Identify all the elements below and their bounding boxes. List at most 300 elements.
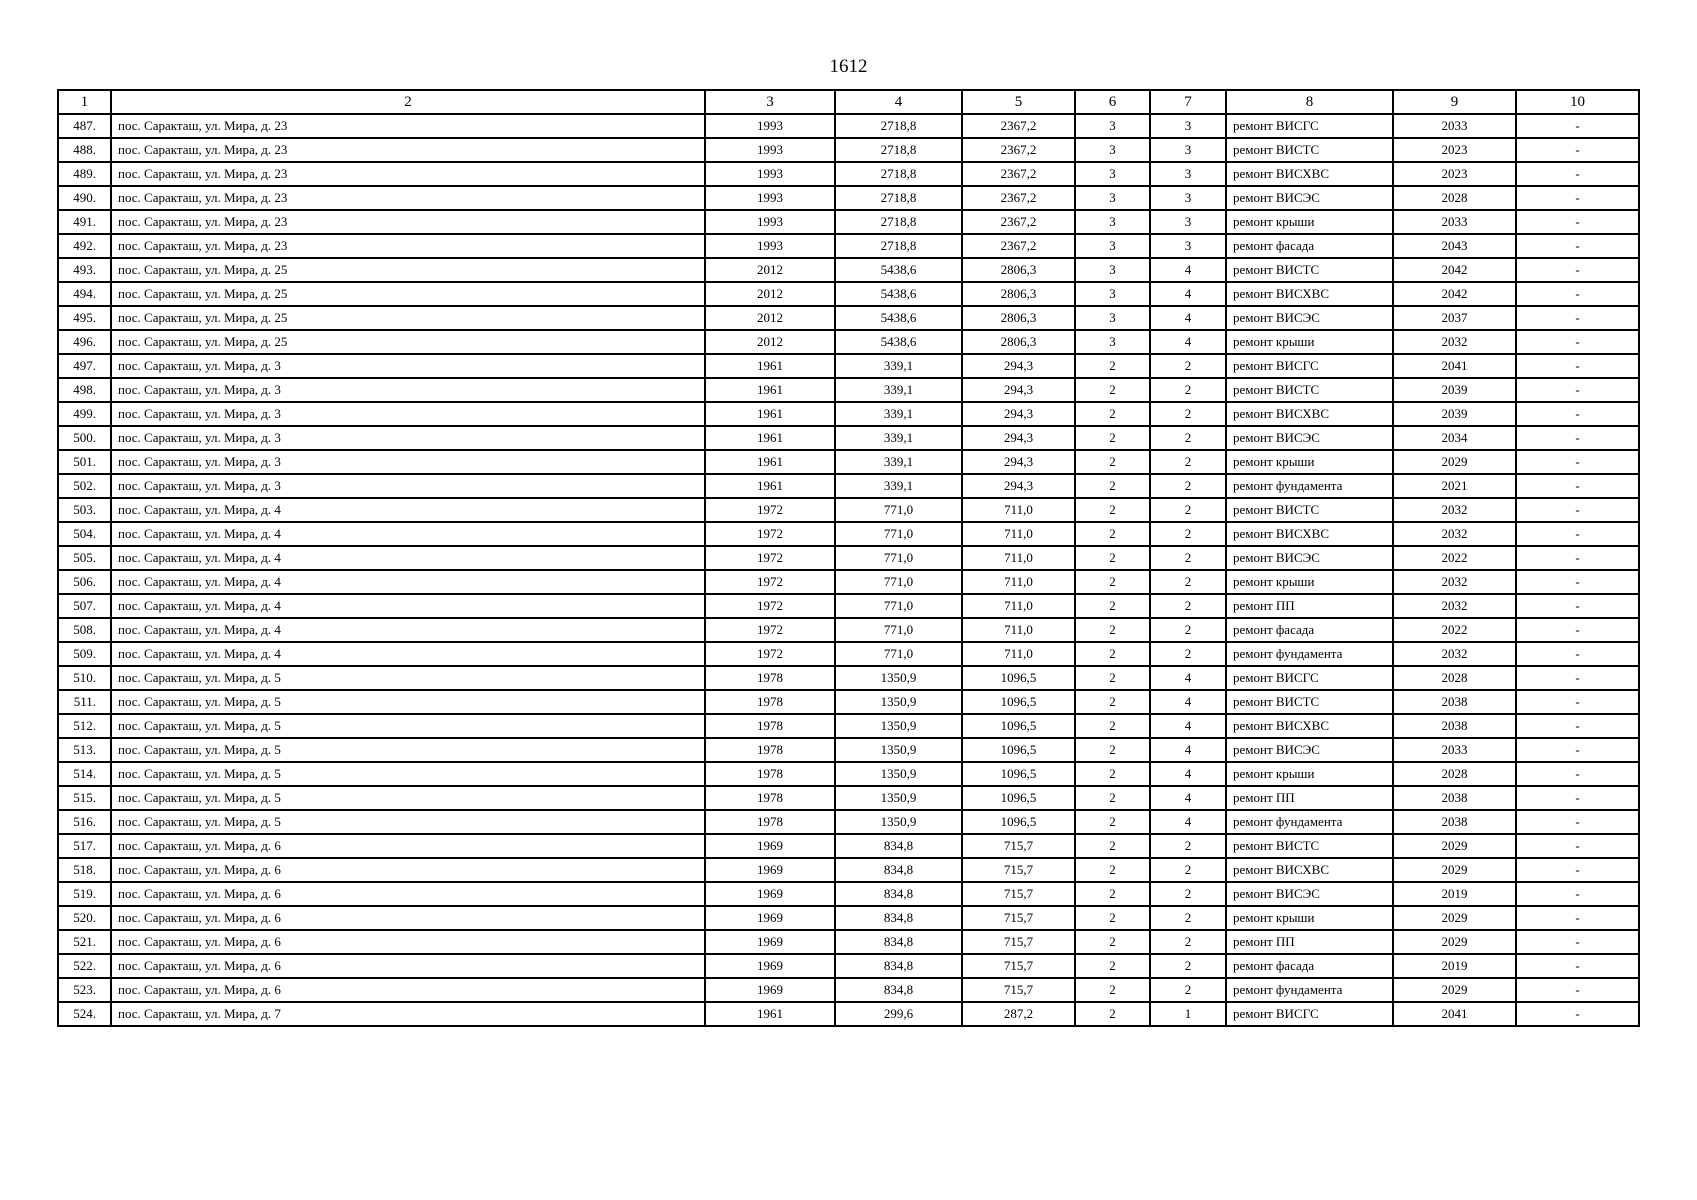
year-built-cell: 1993 [705, 234, 835, 258]
planned-year-cell: 2019 [1393, 882, 1516, 906]
floors-cell: 3 [1075, 162, 1150, 186]
year-built-cell: 1993 [705, 114, 835, 138]
year-built-cell: 1961 [705, 426, 835, 450]
address-cell: пос. Саракташ, ул. Мира, д. 4 [111, 594, 705, 618]
floors-cell: 2 [1075, 762, 1150, 786]
planned-year-cell: 2042 [1393, 258, 1516, 282]
total-area-cell: 771,0 [835, 570, 962, 594]
total-area-cell: 5438,6 [835, 330, 962, 354]
year-built-cell: 1961 [705, 354, 835, 378]
note-cell: - [1516, 258, 1639, 282]
entrances-cell: 2 [1150, 930, 1226, 954]
note-cell: - [1516, 210, 1639, 234]
living-area-cell: 711,0 [962, 570, 1075, 594]
table-row [58, 714, 1639, 738]
total-area-cell: 834,8 [835, 978, 962, 1002]
entrances-cell: 1 [1150, 1002, 1226, 1026]
note-cell: - [1516, 450, 1639, 474]
address-cell: пос. Саракташ, ул. Мира, д. 3 [111, 378, 705, 402]
entrances-cell: 3 [1150, 114, 1226, 138]
note-cell: - [1516, 378, 1639, 402]
address-cell: пос. Саракташ, ул. Мира, д. 5 [111, 738, 705, 762]
table-row [58, 546, 1639, 570]
total-area-cell: 2718,8 [835, 138, 962, 162]
total-area-cell: 834,8 [835, 834, 962, 858]
planned-year-cell: 2032 [1393, 498, 1516, 522]
column-header: 6 [1075, 90, 1150, 114]
year-built-cell: 1969 [705, 858, 835, 882]
entrances-cell: 2 [1150, 570, 1226, 594]
note-cell: - [1516, 570, 1639, 594]
year-built-cell: 1993 [705, 210, 835, 234]
table-row [58, 210, 1639, 234]
living-area-cell: 715,7 [962, 906, 1075, 930]
note-cell: - [1516, 810, 1639, 834]
work-type-cell: ремонт ВИСТС [1226, 690, 1393, 714]
year-built-cell: 1969 [705, 954, 835, 978]
note-cell: - [1516, 426, 1639, 450]
floors-cell: 2 [1075, 978, 1150, 1002]
total-area-cell: 339,1 [835, 354, 962, 378]
address-cell: пос. Саракташ, ул. Мира, д. 4 [111, 546, 705, 570]
year-built-cell: 1993 [705, 186, 835, 210]
work-type-cell: ремонт ВИСГС [1226, 354, 1393, 378]
table-row [58, 1002, 1639, 1026]
address-cell: пос. Саракташ, ул. Мира, д. 23 [111, 114, 705, 138]
note-cell: - [1516, 714, 1639, 738]
row-number-cell: 509. [58, 642, 111, 666]
row-number-cell: 489. [58, 162, 111, 186]
total-area-cell: 771,0 [835, 522, 962, 546]
row-number-cell: 516. [58, 810, 111, 834]
note-cell: - [1516, 618, 1639, 642]
living-area-cell: 1096,5 [962, 714, 1075, 738]
floors-cell: 3 [1075, 330, 1150, 354]
work-type-cell: ремонт фундамента [1226, 474, 1393, 498]
living-area-cell: 2806,3 [962, 306, 1075, 330]
work-type-cell: ремонт ПП [1226, 786, 1393, 810]
living-area-cell: 2806,3 [962, 330, 1075, 354]
year-built-cell: 1969 [705, 930, 835, 954]
planned-year-cell: 2019 [1393, 954, 1516, 978]
note-cell: - [1516, 402, 1639, 426]
total-area-cell: 771,0 [835, 594, 962, 618]
living-area-cell: 294,3 [962, 474, 1075, 498]
year-built-cell: 1978 [705, 690, 835, 714]
note-cell: - [1516, 522, 1639, 546]
work-type-cell: ремонт ВИСХВС [1226, 522, 1393, 546]
table-row [58, 186, 1639, 210]
work-type-cell: ремонт ВИСЭС [1226, 426, 1393, 450]
planned-year-cell: 2033 [1393, 114, 1516, 138]
row-number-cell: 500. [58, 426, 111, 450]
entrances-cell: 2 [1150, 906, 1226, 930]
note-cell: - [1516, 906, 1639, 930]
floors-cell: 3 [1075, 234, 1150, 258]
planned-year-cell: 2029 [1393, 858, 1516, 882]
table-row [58, 954, 1639, 978]
work-type-cell: ремонт крыши [1226, 210, 1393, 234]
planned-year-cell: 2029 [1393, 930, 1516, 954]
row-number-cell: 521. [58, 930, 111, 954]
note-cell: - [1516, 354, 1639, 378]
floors-cell: 2 [1075, 498, 1150, 522]
year-built-cell: 1961 [705, 378, 835, 402]
living-area-cell: 711,0 [962, 522, 1075, 546]
address-cell: пос. Саракташ, ул. Мира, д. 6 [111, 978, 705, 1002]
table-row [58, 138, 1639, 162]
address-cell: пос. Саракташ, ул. Мира, д. 3 [111, 474, 705, 498]
living-area-cell: 1096,5 [962, 786, 1075, 810]
planned-year-cell: 2037 [1393, 306, 1516, 330]
year-built-cell: 1972 [705, 570, 835, 594]
year-built-cell: 1978 [705, 714, 835, 738]
floors-cell: 2 [1075, 810, 1150, 834]
living-area-cell: 1096,5 [962, 690, 1075, 714]
floors-cell: 2 [1075, 450, 1150, 474]
entrances-cell: 4 [1150, 810, 1226, 834]
total-area-cell: 5438,6 [835, 258, 962, 282]
living-area-cell: 1096,5 [962, 666, 1075, 690]
total-area-cell: 1350,9 [835, 666, 962, 690]
floors-cell: 2 [1075, 378, 1150, 402]
planned-year-cell: 2038 [1393, 714, 1516, 738]
row-number-cell: 490. [58, 186, 111, 210]
year-built-cell: 1972 [705, 498, 835, 522]
floors-cell: 3 [1075, 258, 1150, 282]
row-number-cell: 506. [58, 570, 111, 594]
row-number-cell: 495. [58, 306, 111, 330]
living-area-cell: 711,0 [962, 642, 1075, 666]
address-cell: пос. Саракташ, ул. Мира, д. 5 [111, 762, 705, 786]
work-type-cell: ремонт ВИСХВС [1226, 858, 1393, 882]
living-area-cell: 1096,5 [962, 738, 1075, 762]
row-number-cell: 510. [58, 666, 111, 690]
address-cell: пос. Саракташ, ул. Мира, д. 23 [111, 186, 705, 210]
note-cell: - [1516, 858, 1639, 882]
note-cell: - [1516, 882, 1639, 906]
column-header: 10 [1516, 90, 1639, 114]
floors-cell: 2 [1075, 474, 1150, 498]
row-number-cell: 514. [58, 762, 111, 786]
note-cell: - [1516, 738, 1639, 762]
row-number-cell: 518. [58, 858, 111, 882]
address-cell: пос. Саракташ, ул. Мира, д. 3 [111, 450, 705, 474]
total-area-cell: 339,1 [835, 450, 962, 474]
living-area-cell: 715,7 [962, 882, 1075, 906]
year-built-cell: 1961 [705, 1002, 835, 1026]
column-number-header-row [58, 90, 1639, 114]
address-cell: пос. Саракташ, ул. Мира, д. 4 [111, 642, 705, 666]
address-cell: пос. Саракташ, ул. Мира, д. 5 [111, 666, 705, 690]
note-cell: - [1516, 498, 1639, 522]
note-cell: - [1516, 642, 1639, 666]
living-area-cell: 711,0 [962, 594, 1075, 618]
planned-year-cell: 2042 [1393, 282, 1516, 306]
note-cell: - [1516, 666, 1639, 690]
planned-year-cell: 2029 [1393, 834, 1516, 858]
living-area-cell: 294,3 [962, 450, 1075, 474]
floors-cell: 3 [1075, 210, 1150, 234]
year-built-cell: 1993 [705, 162, 835, 186]
planned-year-cell: 2029 [1393, 450, 1516, 474]
address-cell: пос. Саракташ, ул. Мира, д. 5 [111, 810, 705, 834]
year-built-cell: 1972 [705, 546, 835, 570]
note-cell: - [1516, 786, 1639, 810]
entrances-cell: 4 [1150, 666, 1226, 690]
floors-cell: 2 [1075, 402, 1150, 426]
address-cell: пос. Саракташ, ул. Мира, д. 4 [111, 618, 705, 642]
year-built-cell: 2012 [705, 330, 835, 354]
work-type-cell: ремонт ВИСТС [1226, 258, 1393, 282]
year-built-cell: 1972 [705, 594, 835, 618]
note-cell: - [1516, 330, 1639, 354]
living-area-cell: 711,0 [962, 498, 1075, 522]
table-row [58, 978, 1639, 1002]
address-cell: пос. Саракташ, ул. Мира, д. 6 [111, 954, 705, 978]
row-number-cell: 513. [58, 738, 111, 762]
floors-cell: 2 [1075, 594, 1150, 618]
row-number-cell: 496. [58, 330, 111, 354]
entrances-cell: 2 [1150, 450, 1226, 474]
total-area-cell: 1350,9 [835, 810, 962, 834]
living-area-cell: 2367,2 [962, 162, 1075, 186]
note-cell: - [1516, 186, 1639, 210]
planned-year-cell: 2033 [1393, 210, 1516, 234]
floors-cell: 3 [1075, 282, 1150, 306]
note-cell: - [1516, 162, 1639, 186]
entrances-cell: 2 [1150, 594, 1226, 618]
work-type-cell: ремонт ПП [1226, 594, 1393, 618]
work-type-cell: ремонт ВИСТС [1226, 138, 1393, 162]
living-area-cell: 294,3 [962, 354, 1075, 378]
row-number-cell: 505. [58, 546, 111, 570]
total-area-cell: 1350,9 [835, 738, 962, 762]
living-area-cell: 294,3 [962, 426, 1075, 450]
entrances-cell: 4 [1150, 690, 1226, 714]
work-type-cell: ремонт ПП [1226, 930, 1393, 954]
row-number-cell: 517. [58, 834, 111, 858]
entrances-cell: 3 [1150, 138, 1226, 162]
note-cell: - [1516, 762, 1639, 786]
row-number-cell: 522. [58, 954, 111, 978]
address-cell: пос. Саракташ, ул. Мира, д. 3 [111, 426, 705, 450]
entrances-cell: 2 [1150, 618, 1226, 642]
floors-cell: 2 [1075, 570, 1150, 594]
work-type-cell: ремонт ВИСЭС [1226, 306, 1393, 330]
planned-year-cell: 2041 [1393, 1002, 1516, 1026]
planned-year-cell: 2034 [1393, 426, 1516, 450]
note-cell: - [1516, 546, 1639, 570]
table-row [58, 306, 1639, 330]
entrances-cell: 2 [1150, 834, 1226, 858]
row-number-cell: 487. [58, 114, 111, 138]
planned-year-cell: 2039 [1393, 378, 1516, 402]
address-cell: пос. Саракташ, ул. Мира, д. 25 [111, 282, 705, 306]
table-row [58, 162, 1639, 186]
planned-year-cell: 2028 [1393, 186, 1516, 210]
row-number-cell: 508. [58, 618, 111, 642]
entrances-cell: 3 [1150, 210, 1226, 234]
address-cell: пос. Саракташ, ул. Мира, д. 23 [111, 210, 705, 234]
work-type-cell: ремонт крыши [1226, 450, 1393, 474]
address-cell: пос. Саракташ, ул. Мира, д. 6 [111, 930, 705, 954]
address-cell: пос. Саракташ, ул. Мира, д. 25 [111, 306, 705, 330]
column-header: 8 [1226, 90, 1393, 114]
work-type-cell: ремонт ВИСХВС [1226, 282, 1393, 306]
planned-year-cell: 2032 [1393, 594, 1516, 618]
table-row [58, 882, 1639, 906]
work-type-cell: ремонт фасада [1226, 234, 1393, 258]
table-row [58, 858, 1639, 882]
year-built-cell: 2012 [705, 306, 835, 330]
living-area-cell: 711,0 [962, 546, 1075, 570]
column-header: 1 [58, 90, 111, 114]
year-built-cell: 1978 [705, 666, 835, 690]
row-number-cell: 488. [58, 138, 111, 162]
work-type-cell: ремонт ВИСГС [1226, 1002, 1393, 1026]
year-built-cell: 1961 [705, 402, 835, 426]
total-area-cell: 1350,9 [835, 786, 962, 810]
floors-cell: 2 [1075, 858, 1150, 882]
planned-year-cell: 2033 [1393, 738, 1516, 762]
row-number-cell: 498. [58, 378, 111, 402]
work-type-cell: ремонт ВИСХВС [1226, 402, 1393, 426]
total-area-cell: 299,6 [835, 1002, 962, 1026]
table-row [58, 426, 1639, 450]
floors-cell: 2 [1075, 930, 1150, 954]
planned-year-cell: 2041 [1393, 354, 1516, 378]
planned-year-cell: 2038 [1393, 810, 1516, 834]
total-area-cell: 2718,8 [835, 186, 962, 210]
table-row [58, 114, 1639, 138]
note-cell: - [1516, 234, 1639, 258]
planned-year-cell: 2021 [1393, 474, 1516, 498]
row-number-cell: 511. [58, 690, 111, 714]
floors-cell: 2 [1075, 618, 1150, 642]
planned-year-cell: 2038 [1393, 690, 1516, 714]
living-area-cell: 2367,2 [962, 210, 1075, 234]
address-cell: пос. Саракташ, ул. Мира, д. 23 [111, 162, 705, 186]
table-row [58, 930, 1639, 954]
work-type-cell: ремонт фундамента [1226, 978, 1393, 1002]
address-cell: пос. Саракташ, ул. Мира, д. 4 [111, 498, 705, 522]
planned-year-cell: 2032 [1393, 570, 1516, 594]
planned-year-cell: 2032 [1393, 330, 1516, 354]
note-cell: - [1516, 282, 1639, 306]
year-built-cell: 1978 [705, 810, 835, 834]
note-cell: - [1516, 594, 1639, 618]
year-built-cell: 1969 [705, 834, 835, 858]
table-row [58, 522, 1639, 546]
floors-cell: 2 [1075, 690, 1150, 714]
planned-year-cell: 2022 [1393, 618, 1516, 642]
work-type-cell: ремонт ВИСТС [1226, 378, 1393, 402]
note-cell: - [1516, 930, 1639, 954]
note-cell: - [1516, 978, 1639, 1002]
floors-cell: 3 [1075, 138, 1150, 162]
living-area-cell: 1096,5 [962, 810, 1075, 834]
entrances-cell: 4 [1150, 282, 1226, 306]
year-built-cell: 1969 [705, 978, 835, 1002]
entrances-cell: 2 [1150, 858, 1226, 882]
total-area-cell: 1350,9 [835, 762, 962, 786]
living-area-cell: 287,2 [962, 1002, 1075, 1026]
floors-cell: 2 [1075, 738, 1150, 762]
entrances-cell: 2 [1150, 402, 1226, 426]
year-built-cell: 1978 [705, 738, 835, 762]
address-cell: пос. Саракташ, ул. Мира, д. 6 [111, 906, 705, 930]
address-cell: пос. Саракташ, ул. Мира, д. 5 [111, 786, 705, 810]
entrances-cell: 3 [1150, 234, 1226, 258]
column-header: 7 [1150, 90, 1226, 114]
year-built-cell: 2012 [705, 282, 835, 306]
work-type-cell: ремонт фасада [1226, 618, 1393, 642]
work-type-cell: ремонт крыши [1226, 762, 1393, 786]
address-cell: пос. Саракташ, ул. Мира, д. 25 [111, 258, 705, 282]
row-number-cell: 507. [58, 594, 111, 618]
address-cell: пос. Саракташ, ул. Мира, д. 6 [111, 858, 705, 882]
year-built-cell: 2012 [705, 258, 835, 282]
entrances-cell: 2 [1150, 498, 1226, 522]
total-area-cell: 771,0 [835, 642, 962, 666]
table-row [58, 330, 1639, 354]
address-cell: пос. Саракташ, ул. Мира, д. 23 [111, 138, 705, 162]
year-built-cell: 1972 [705, 522, 835, 546]
floors-cell: 2 [1075, 426, 1150, 450]
entrances-cell: 2 [1150, 522, 1226, 546]
living-area-cell: 1096,5 [962, 762, 1075, 786]
planned-year-cell: 2039 [1393, 402, 1516, 426]
living-area-cell: 715,7 [962, 834, 1075, 858]
year-built-cell: 1961 [705, 450, 835, 474]
row-number-cell: 519. [58, 882, 111, 906]
living-area-cell: 294,3 [962, 378, 1075, 402]
table-row [58, 258, 1639, 282]
table-row [58, 354, 1639, 378]
floors-cell: 2 [1075, 642, 1150, 666]
living-area-cell: 2806,3 [962, 282, 1075, 306]
note-cell: - [1516, 690, 1639, 714]
total-area-cell: 339,1 [835, 474, 962, 498]
floors-cell: 2 [1075, 546, 1150, 570]
entrances-cell: 2 [1150, 978, 1226, 1002]
address-cell: пос. Саракташ, ул. Мира, д. 4 [111, 522, 705, 546]
planned-year-cell: 2029 [1393, 906, 1516, 930]
work-type-cell: ремонт фундамента [1226, 810, 1393, 834]
living-area-cell: 2367,2 [962, 234, 1075, 258]
floors-cell: 2 [1075, 354, 1150, 378]
work-type-cell: ремонт ВИСЭС [1226, 738, 1393, 762]
address-cell: пос. Саракташ, ул. Мира, д. 3 [111, 354, 705, 378]
page-number: 1612 [829, 56, 868, 77]
floors-cell: 2 [1075, 906, 1150, 930]
total-area-cell: 834,8 [835, 930, 962, 954]
table-row [58, 498, 1639, 522]
planned-year-cell: 2022 [1393, 546, 1516, 570]
living-area-cell: 2367,2 [962, 114, 1075, 138]
living-area-cell: 294,3 [962, 402, 1075, 426]
table-row [58, 834, 1639, 858]
work-type-cell: ремонт ВИСЭС [1226, 186, 1393, 210]
entrances-cell: 4 [1150, 714, 1226, 738]
note-cell: - [1516, 306, 1639, 330]
planned-year-cell: 2023 [1393, 162, 1516, 186]
year-built-cell: 1978 [705, 762, 835, 786]
row-number-cell: 523. [58, 978, 111, 1002]
table-body [58, 114, 1639, 1026]
table-row [58, 570, 1639, 594]
